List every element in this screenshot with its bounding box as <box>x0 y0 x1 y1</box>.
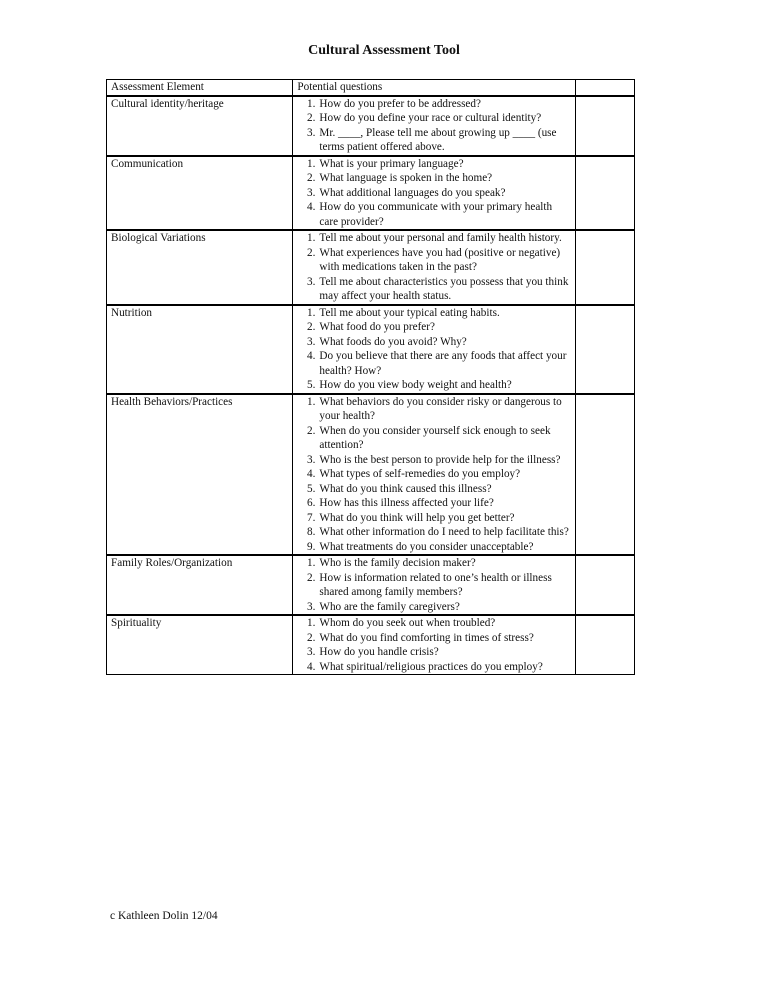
question-text: Who is the best person to provide help for the illness? <box>319 453 561 466</box>
question-number: 4. <box>307 201 316 213</box>
question-text: How do you view body weight and health? <box>319 379 512 391</box>
question-item <box>293 349 570 378</box>
assessment-element-cell: Health Behaviors/Practices <box>107 394 293 556</box>
questions-list <box>293 97 570 155</box>
question-number: 4. <box>307 660 316 673</box>
question-item <box>293 320 570 335</box>
question-text: How do you handle crisis? <box>319 646 439 658</box>
question-item <box>293 482 570 497</box>
question-number: 2. <box>307 631 316 644</box>
question-text: What types of self-remedies do you employ? <box>319 468 521 480</box>
question-number: 9. <box>307 540 316 553</box>
question-number: 3. <box>307 275 316 288</box>
question-text: What experiences have you had (positive or negative) with medications taken in the past? <box>319 246 561 273</box>
notes-cell[interactable] <box>575 394 634 556</box>
assessment-element-cell: Communication <box>107 156 293 231</box>
copyright-footer: c Kathleen Dolin 12/04 <box>110 910 218 922</box>
question-item <box>293 600 570 615</box>
question-item <box>293 525 570 540</box>
question-text: What spiritual/religious practices do you employ? <box>319 660 543 673</box>
question-number: 3. <box>307 126 316 139</box>
questions-list <box>293 157 570 230</box>
question-item <box>293 231 570 246</box>
assessment-element-cell: Biological Variations <box>107 230 293 305</box>
column-header-element: Assessment Element <box>107 80 293 96</box>
question-text: What food do you prefer? <box>319 321 435 333</box>
question-number: 5. <box>307 379 316 391</box>
questions-cell <box>293 96 575 156</box>
question-text: What do you find comforting in times of stress? <box>319 631 534 644</box>
assessment-element-cell: Family Roles/Organization <box>107 555 293 615</box>
page-title: Cultural Assessment Tool <box>308 43 460 58</box>
question-text: What do you think will help you get better? <box>319 511 515 524</box>
notes-cell[interactable] <box>575 305 634 394</box>
question-number: 2. <box>307 246 316 259</box>
questions-list <box>293 616 570 674</box>
question-item <box>293 126 570 155</box>
question-number: 2. <box>307 172 316 184</box>
questions-cell <box>293 394 575 556</box>
questions-cell <box>293 156 575 231</box>
question-text: Tell me about your personal and family health history. <box>319 232 562 244</box>
question-text: Tell me about your typical eating habits. <box>319 306 500 319</box>
notes-cell[interactable] <box>575 615 634 675</box>
question-text: How is information related to one’s health or illness shared among family members? <box>319 571 552 598</box>
assessment-element-cell: Nutrition <box>107 305 293 394</box>
question-number: 1. <box>307 395 316 408</box>
table-row <box>107 615 635 675</box>
table-row <box>107 555 635 615</box>
questions-list <box>293 556 570 614</box>
question-text: Do you believe that there are any foods that affect your health? How? <box>319 350 567 377</box>
question-item <box>293 395 570 424</box>
notes-cell[interactable] <box>575 156 634 231</box>
notes-cell[interactable] <box>575 96 634 156</box>
question-item <box>293 467 570 482</box>
table-row <box>107 394 635 556</box>
question-number: 2. <box>307 424 316 437</box>
question-text: When do you consider yourself sick enough to seek attention? <box>319 424 551 451</box>
question-number: 1. <box>307 557 316 569</box>
question-item <box>293 97 570 112</box>
question-item <box>293 306 570 321</box>
question-item <box>293 631 570 646</box>
assessment-element-cell: Spirituality <box>107 615 293 675</box>
question-number: 3. <box>307 335 316 348</box>
question-number: 1. <box>307 232 316 244</box>
questions-list <box>293 395 570 555</box>
question-item <box>293 660 570 675</box>
question-item <box>293 616 570 631</box>
question-text: How has this illness affected your life? <box>319 497 494 509</box>
question-number: 8. <box>307 526 316 538</box>
question-number: 1. <box>307 306 316 319</box>
questions-cell <box>293 555 575 615</box>
question-item <box>293 424 570 453</box>
notes-cell[interactable] <box>575 555 634 615</box>
question-number: 3. <box>307 646 316 658</box>
question-item <box>293 571 570 600</box>
question-item <box>293 111 570 126</box>
question-item <box>293 378 570 393</box>
question-item <box>293 200 570 229</box>
question-text: What foods do you avoid? Why? <box>319 335 467 348</box>
question-item <box>293 453 570 468</box>
questions-cell <box>293 615 575 675</box>
table-row <box>107 96 635 156</box>
question-item <box>293 275 570 304</box>
question-text: What do you think caused this illness? <box>319 482 492 495</box>
question-number: 5. <box>307 482 316 495</box>
table-row <box>107 305 635 394</box>
question-text: Tell me about characteristics you possess that you think may affect your health status. <box>319 275 569 302</box>
question-text: What additional languages do you speak? <box>319 186 506 199</box>
question-text: What treatments do you consider unacceptable? <box>319 540 534 553</box>
question-item <box>293 171 570 186</box>
question-text: Who is the family decision maker? <box>319 557 476 569</box>
column-header-questions-label: Potential questions <box>297 81 383 93</box>
question-text: How do you prefer to be addressed? <box>319 97 481 110</box>
question-text: How do you define your race or cultural identity? <box>319 112 542 124</box>
assessment-element-cell: Cultural identity/heritage <box>107 96 293 156</box>
assessment-table <box>106 79 635 675</box>
question-item <box>293 556 570 571</box>
table-row <box>107 156 635 231</box>
question-number: 1. <box>307 617 316 629</box>
question-item <box>293 246 570 275</box>
question-item <box>293 511 570 526</box>
question-text: Who are the family caregivers? <box>319 600 460 613</box>
question-number: 2. <box>307 571 316 584</box>
questions-list <box>293 306 570 393</box>
question-number: 6. <box>307 497 316 509</box>
question-item <box>293 540 570 555</box>
question-text: What behaviors do you consider risky or dangerous to your health? <box>319 395 562 422</box>
questions-list <box>293 231 570 304</box>
question-number: 2. <box>307 112 316 124</box>
question-number: 4. <box>307 350 316 362</box>
column-header-questions <box>293 80 575 96</box>
question-item <box>293 186 570 201</box>
question-text: What other information do I need to help facilitate this? <box>319 526 569 538</box>
column-header-notes <box>575 80 634 96</box>
question-item <box>293 645 570 660</box>
question-item <box>293 335 570 350</box>
question-number: 3. <box>307 453 316 466</box>
question-number: 7. <box>307 511 316 524</box>
question-number: 2. <box>307 321 316 333</box>
question-number: 3. <box>307 600 316 613</box>
questions-cell <box>293 230 575 305</box>
question-item <box>293 157 570 172</box>
questions-cell <box>293 305 575 394</box>
question-text: What language is spoken in the home? <box>319 172 493 184</box>
question-item <box>293 496 570 511</box>
question-number: 4. <box>307 468 316 480</box>
question-text: Whom do you seek out when troubled? <box>319 617 496 629</box>
table-row <box>107 230 635 305</box>
question-text: What is your primary language? <box>319 157 464 170</box>
question-number: 1. <box>307 157 316 170</box>
question-text: How do you communicate with your primary health care provider? <box>319 201 553 228</box>
question-number: 1. <box>307 97 316 110</box>
question-number: 3. <box>307 186 316 199</box>
question-text: Mr. ____, Please tell me about growing up ____ (use terms patient offered above. <box>319 126 557 153</box>
notes-cell[interactable] <box>575 230 634 305</box>
table-header-row <box>107 80 635 96</box>
